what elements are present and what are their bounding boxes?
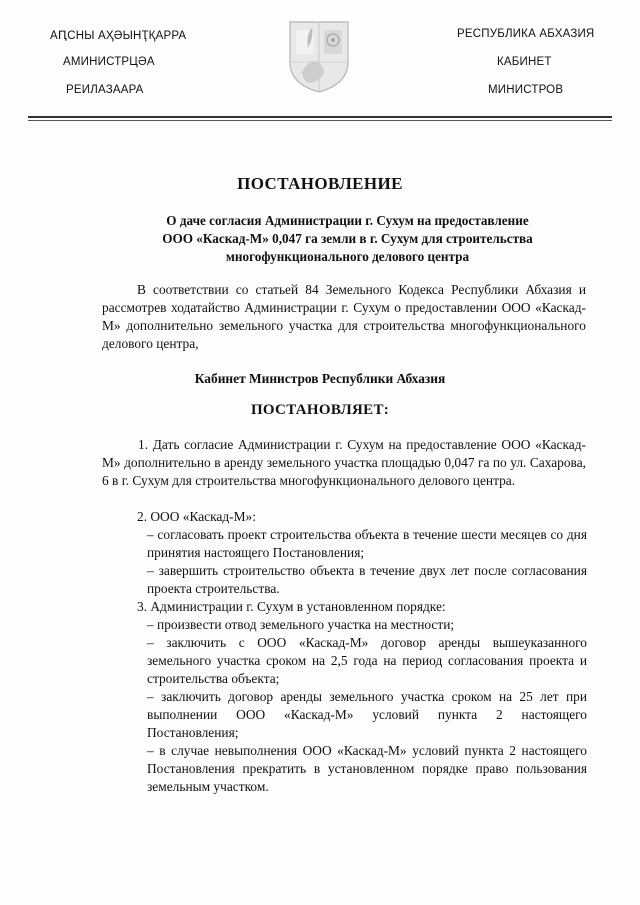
header-divider-thin bbox=[28, 120, 612, 121]
header-right-line-3: МИНИСТРОВ bbox=[488, 84, 564, 96]
item-2-heading: 2. ООО «Каскад-М»: bbox=[137, 509, 256, 524]
coat-of-arms-icon bbox=[286, 18, 352, 94]
item-2-point-b: – завершить строительство объекта в течение двух лет после согласования проекта строительства. bbox=[147, 563, 587, 596]
subtitle-line-3: многофункционального делового центра bbox=[225, 249, 470, 264]
item-2-point-a: – согласовать проект строительства объекта в течение шести месяцев со дня принятия настоящего Постановления; bbox=[147, 527, 587, 560]
decree-heading: ПОСТАНОВЛЯЕТ: bbox=[250, 402, 390, 418]
item-1-paragraph: 1. Дать согласие Администрации г. Сухум на предоставление ООО «Каскад-М» дополнительно в аренду земельного участка площадью 0,047 га по ул. Сахарова, 6 в г. Сухум для строительства многофункционального делового центра. bbox=[102, 437, 586, 488]
item-3-point-c: – заключить договор аренды земельного участка сроком на 25 лет при выполнении ООО «Каскад-М» условий пункта 2 настоящего Постановления; bbox=[147, 689, 587, 740]
document-subtitle bbox=[100, 212, 595, 266]
header-left-line-1: АԤСНЫ АҲӘЫНҬҚАРРА bbox=[50, 30, 187, 42]
header-left-line-3: РЕИЛАЗААРА bbox=[66, 84, 144, 96]
subtitle-line-1: О даче согласия Администрации г. Сухум на предоставление bbox=[166, 213, 529, 228]
issuer-line: Кабинет Министров Республики Абхазия bbox=[194, 371, 446, 386]
item-3-point-b: – заключить с ООО «Каскад-М» договор аренды вышеуказанного земельного участка сроком на 2,5 года на период согласования проекта и строительства объекта; bbox=[147, 635, 587, 686]
item-3-heading: 3. Администрации г. Сухум в установленном порядке: bbox=[137, 599, 446, 614]
item-3-point-a: – произвести отвод земельного участка на местности; bbox=[147, 617, 455, 632]
header-left-line-2: АМИНИСТРЦӘА bbox=[63, 56, 155, 68]
header-right-line-1: РЕСПУБЛИКА АБХАЗИЯ bbox=[457, 28, 595, 40]
preamble-paragraph: В соответствии со статьей 84 Земельного Кодекса Республики Абхазия и рассмотрев ходатайство Администрации г. Сухум о предоставлении ООО «Каскад-М» дополнительно земельного участка для строительства многофункционального делового центра, bbox=[102, 282, 586, 351]
document-title: ПОСТАНОВЛЕНИЕ bbox=[237, 174, 403, 193]
item-3-point-d: – в случае невыполнения ООО «Каскад-М» условий пункта 2 настоящего Постановления прекратить в установленном порядке право пользования земельным участком. bbox=[147, 743, 587, 794]
header-right-line-2: КАБИНЕТ bbox=[497, 56, 552, 68]
header-divider-thick bbox=[28, 116, 612, 118]
subtitle-line-2: ООО «Каскад-М» 0,047 га земли в г. Сухум для строительства bbox=[162, 231, 533, 246]
